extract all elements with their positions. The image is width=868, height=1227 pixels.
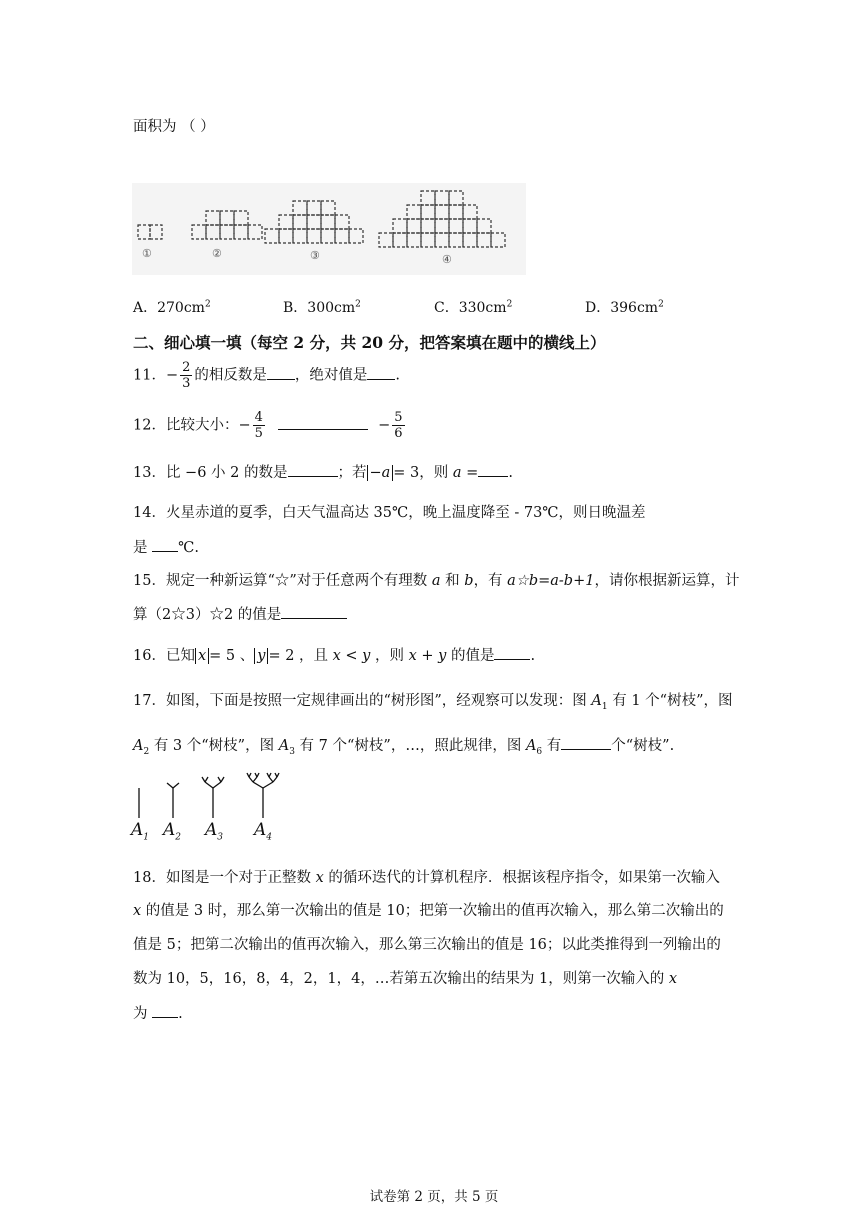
option-a: A．$270cm^2$: [133, 299, 211, 316]
question-14-line1: 14．火星赤道的夏季，白天气温高达 35℃，晚上温度降至 - 73℃，则日晚温差: [133, 505, 646, 521]
question-13: 13．比 −6 小 2 的数是 ；若 −a = 3，则 a = .: [133, 465, 513, 481]
figure-label-4: ④: [442, 253, 452, 266]
option-c: C．$330cm^2$: [434, 299, 513, 316]
figure-label-1: ①: [142, 247, 152, 260]
question-17-line1: 17．如图，下面是按照一定规律画出的“树形图”，经观察可以发现：图 $A_1$ 有 1 个“树枝”，图: [133, 693, 733, 712]
tree-label-a2: $A_2$: [163, 820, 182, 843]
option-d: D．$396cm^2$: [585, 299, 664, 316]
figure-label-2: ②: [212, 247, 222, 260]
question-18-line5: 为 .: [133, 1006, 183, 1022]
question-18-line3: 值是 5；把第二次输出的值再次输入，那么第三次输出的值是 16；以此类推得到一列输出的: [133, 937, 721, 953]
tree-diagram-svg: [125, 770, 295, 822]
question-15-line2: 算（2☆3）☆2 的值是: [133, 603, 347, 624]
tree-label-a3: $A_3$: [205, 820, 224, 843]
question-12: 12．比较大小：− $\frac{4}{5}$ − $\frac{5}{6}$: [133, 410, 403, 441]
question-11: 11．− $\frac{2}{3}$ 的相反数是 ，绝对值是 .: [133, 360, 400, 391]
figure-label-3: ③: [310, 249, 320, 262]
option-b: B．$300cm^2$: [283, 299, 361, 316]
question-stem-text: 面积为 （ ）: [133, 119, 215, 135]
section-heading: 二、细心填一填（每空 2 分，共 20 分，把答案填在题中的横线上）: [133, 333, 606, 352]
question-15-line1: 15．规定一种新运算“☆”对于任意两个有理数 a 和 b，有 a☆b=a-b+1，请你根据新运算，计: [133, 573, 740, 589]
fraction-two-thirds: $\frac{2}{3}$: [182, 360, 191, 391]
square-pattern-svg: [132, 183, 526, 275]
question-14-line2: 是 ℃.: [133, 540, 199, 556]
question-18-line2: x 的值是 3 时，那么第一次输出的值是 10；把第一次输出的值再次输入，那么第二次输出的: [133, 903, 724, 919]
question-17-line2: $A_2$ 有 3 个“树枝”，图 $A_3$ 有 7 个“树枝”，…，照此规律，图 $A_6$ 有 个“树枝”.: [133, 738, 675, 757]
question-18-line1: 18．如图是一个对于正整数 x 的循环迭代的计算机程序．根据该程序指令，如果第一次输入: [133, 870, 720, 886]
tree-label-a4: $A_4$: [254, 820, 273, 843]
question-18-line4: 数为 10，5，16，8，4，2，1，4，…若第五次输出的结果为 1，则第一次输入的 x: [133, 971, 677, 987]
square-pattern-figure: [132, 183, 526, 275]
question-16: 16．已知 x = 5 、 y = 2 ，且 x < y ，则 x + y 的值是 .: [133, 648, 536, 664]
page-footer: 试卷第 2 页，共 5 页: [369, 1189, 499, 1205]
tree-figure: [125, 770, 295, 850]
tree-label-a1: $A_1$: [131, 820, 150, 843]
